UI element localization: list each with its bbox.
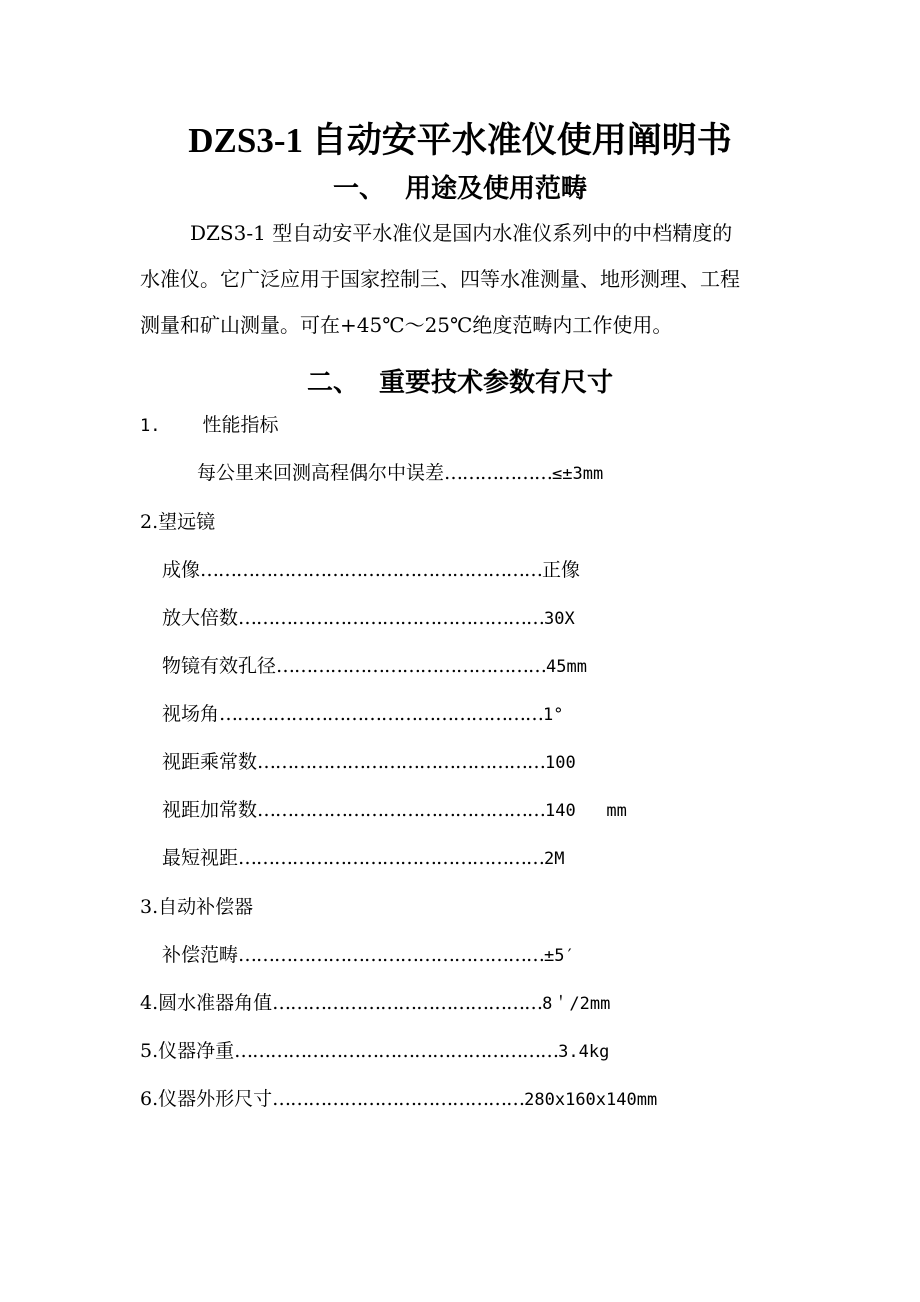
leader-dots: ………………………………………………	[219, 703, 544, 725]
spec-number: 1.	[140, 416, 161, 436]
spec-row	[162, 941, 575, 970]
spec-label: 6.仪器外形尺寸	[140, 1088, 273, 1110]
spec-row	[140, 1085, 657, 1114]
spec-label: 物镜有效孔径	[162, 655, 277, 677]
leader-dots: ……………………………………………	[238, 607, 545, 629]
leader-dots: …………………………………………	[257, 799, 546, 821]
spec-label: 补偿范畴	[162, 944, 239, 966]
leader-dots: ………………………………………	[276, 655, 547, 677]
section-heading-usage	[0, 168, 920, 205]
spec-value: 2M	[544, 849, 565, 869]
spec-value: 45mm	[546, 657, 587, 677]
spec-row	[162, 844, 565, 873]
leader-dots: …………………………………………………	[200, 559, 543, 581]
spec-row	[162, 652, 587, 681]
spec-value: 280x160x140mm	[524, 1090, 658, 1110]
intro-paragraph	[140, 210, 790, 348]
leader-dots: ……………………………………………	[238, 944, 545, 966]
document-title: DZS3-1 自动安平水准仪使用阐明书	[188, 121, 732, 160]
spec-row	[140, 989, 610, 1018]
section-heading-parameters	[0, 362, 920, 399]
intro-line-3: 测量和矿山测量。可在+45℃～25℃绝度范畴内工作使用。	[140, 313, 673, 337]
intro-line-2: 水准仪。它广泛应用于国家控制三、四等水准测量、地形测理、工程	[140, 267, 740, 291]
spec-value: ±5′	[544, 946, 575, 966]
spec-row	[162, 604, 575, 633]
leader-dots: ………………	[444, 462, 553, 484]
spec-row	[162, 700, 564, 729]
spec-row	[162, 796, 627, 825]
leader-dots: ………………………………………	[272, 992, 543, 1014]
spec-value: 1°	[543, 705, 564, 725]
spec-performance-heading	[140, 411, 279, 440]
spec-row	[162, 556, 580, 584]
spec-label: 视场角	[162, 703, 220, 725]
spec-label: 成像	[162, 559, 201, 581]
spec-label: 4.圆水准器角值	[140, 992, 273, 1014]
intro-line-1: DZS3-1 型自动安平水准仪是国内水准仪系列中的中档精度的	[190, 221, 733, 245]
spec-value: 140 mm	[545, 801, 627, 821]
leader-dots: ……………………………………	[272, 1088, 525, 1110]
section-number: 一、	[332, 174, 385, 204]
spec-row	[197, 459, 603, 488]
spec-value: 100	[545, 753, 576, 773]
spec-label: 放大倍数	[162, 607, 239, 629]
section-label: 用途及使用范畴	[405, 174, 588, 204]
section-number: 二、	[306, 368, 359, 398]
spec-value: 3.4kg	[558, 1042, 610, 1062]
spec-compensator-heading: 3.自动补偿器	[140, 896, 254, 918]
spec-telescope-heading: 2.望远镜	[140, 511, 216, 533]
spec-value: 30X	[544, 609, 575, 629]
spec-value: ≤±3mm	[552, 464, 604, 484]
spec-label: 5.仪器净重	[140, 1040, 235, 1062]
spec-value: 正像	[542, 559, 581, 581]
leader-dots: ……………………………………………	[238, 847, 545, 869]
spec-row	[140, 1037, 609, 1066]
leader-dots: …………………………………………	[257, 751, 546, 773]
spec-label: 视距乘常数	[162, 751, 258, 773]
section-label: 重要技术参数有尺寸	[379, 368, 614, 398]
spec-label: 视距加常数	[162, 799, 258, 821]
spec-row	[162, 748, 576, 777]
spec-label: 每公里来回测高程偶尔中误差	[197, 462, 445, 484]
leader-dots: ………………………………………………	[234, 1040, 559, 1062]
spec-label: 最短视距	[162, 847, 239, 869]
spec-label: 性能指标	[202, 414, 279, 436]
spec-value: 8＇/2mm	[542, 994, 611, 1014]
